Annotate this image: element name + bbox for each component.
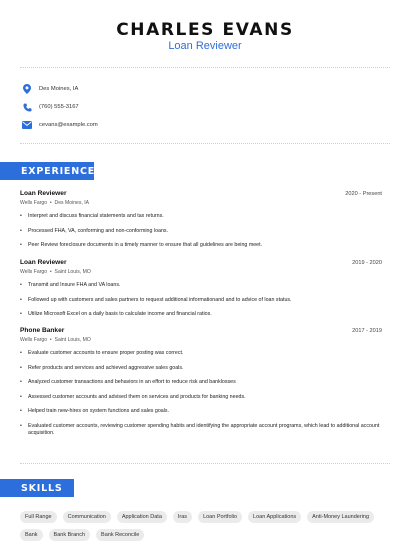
job-dates: 2020 - Present [345, 191, 382, 197]
job-entry [20, 259, 382, 326]
contact-divider [20, 143, 390, 144]
mail-icon [22, 120, 32, 130]
skill-chip: Loan Applications [248, 511, 301, 523]
skill-chip: Bank Branch [49, 529, 91, 541]
skill-chip: Communication [63, 511, 111, 523]
skill-chip: Bank [20, 529, 43, 541]
experience-divider [20, 463, 390, 464]
skill-chip: Full Range [20, 511, 57, 523]
job-company: Wells Fargo [20, 200, 48, 206]
job-employer: Wells Fargo • Saint Louis, MO [20, 337, 91, 343]
job-bullets [20, 350, 382, 437]
skills-list [20, 511, 392, 541]
job-bullet: • Refer products and services and achieved aggressive sales goals. [20, 365, 382, 372]
contact-email[interactable] [22, 119, 98, 131]
phone-text: (760) 555-3167 [39, 104, 79, 110]
job-location: Des Moines, IA [54, 200, 90, 206]
job-bullet: • Helped train new-hires on system functions and sales goals. [20, 408, 382, 415]
job-employer: Wells Fargo • Saint Louis, MO [20, 269, 91, 275]
skill-chip: Bank Reconcile [96, 529, 144, 541]
contact-location [22, 83, 78, 95]
skill-chip: Iras [173, 511, 192, 523]
job-entry [20, 327, 382, 445]
experience-section-header: EXPERIENCE [0, 162, 94, 180]
candidate-name: CHARLES EVANS [116, 20, 294, 40]
job-company: Wells Fargo [20, 337, 48, 343]
job-bullet: • Transmit and Insure FHA and VA loans. [20, 282, 382, 289]
job-dates: 2019 - 2020 [352, 260, 382, 266]
contact-phone [22, 101, 79, 113]
job-company: Wells Fargo [20, 269, 48, 275]
skill-chip: Anti-Money Laundering [307, 511, 374, 523]
header-divider [20, 67, 390, 68]
job-title: Loan Reviewer [168, 40, 242, 52]
skills-section-header: SKILLS [0, 479, 74, 497]
job-position-title: Loan Reviewer [20, 259, 67, 266]
skill-chip: Loan Portfolio [198, 511, 242, 523]
email-text[interactable]: cevans@example.com [39, 122, 98, 128]
job-location: Saint Louis, MO [54, 337, 91, 343]
job-bullets [20, 213, 382, 249]
job-bullet: • Followed up with customers and sales partners to request additional informationand and to advice of loan status. [20, 297, 382, 304]
job-dates: 2017 - 2019 [352, 328, 382, 334]
location-text: Des Moines, IA [39, 86, 79, 92]
job-employer: Wells Fargo • Des Moines, IA [20, 200, 90, 206]
job-bullet: • Evaluate customer accounts to ensure proper posting was correct. [20, 350, 382, 357]
job-bullet: • Assessed customer accounts and advised them on services and products for banking needs. [20, 394, 382, 401]
job-position-title: Loan Reviewer [20, 190, 67, 197]
job-bullets [20, 282, 382, 318]
job-location: Saint Louis, MO [54, 269, 91, 275]
location-pin-icon [22, 84, 32, 94]
job-entry [20, 190, 382, 257]
job-bullet: • Peer Review foreclosure documents in a timely manner to ensure that all guidelines are being meet. [20, 242, 382, 249]
job-bullet: • Processed FHA, VA, conforming and non-conforming loans. [20, 228, 382, 235]
job-bullet: • Evaluated customer accounts, reviewing customer spending habits and identifying the appropriate account programs, which lead to additional account acquisition. [20, 423, 382, 437]
job-bullet: • Utilize Microsoft Excel on a daily basis to calculate income and financial ratios. [20, 311, 382, 318]
job-position-title: Phone Banker [20, 327, 65, 334]
job-bullet: • Interpret and discuss financial statements and tax returns. [20, 213, 382, 220]
skill-chip: Application Data [117, 511, 167, 523]
phone-icon [22, 102, 32, 112]
job-bullet: • Analyzed customer transactions and behaviors in an effort to reduce risk and banklosses [20, 379, 382, 386]
